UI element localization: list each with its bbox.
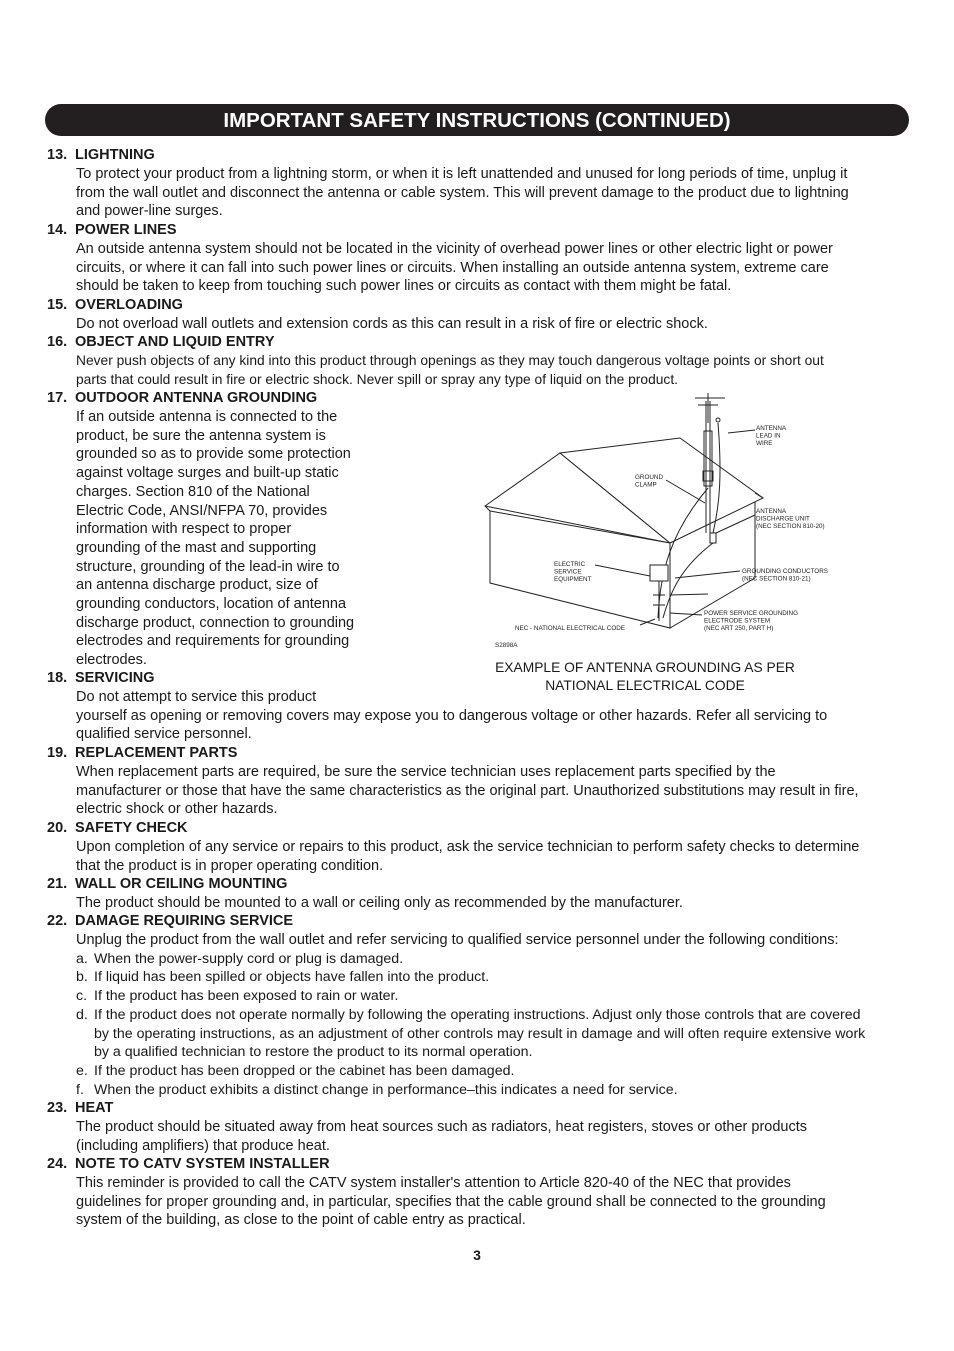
body-line: charges. Section 810 of the National	[76, 483, 310, 500]
section-body-s14	[76, 240, 911, 296]
body-line: The product should be situated away from heat sources such as radiators, heat registers, stoves or other products	[76, 1119, 808, 1135]
section-heading-s13	[47, 146, 155, 165]
section-title: OVERLOADING	[75, 297, 183, 313]
diagram-caption	[470, 659, 820, 695]
section-heading-s23	[47, 1099, 113, 1118]
body-line: Do not overload wall outlets and extension cords as this can result in a risk of fire or electric shock.	[76, 316, 708, 332]
section-body-s16	[76, 352, 911, 389]
body-line: When replacement parts are required, be sure the service technician uses replacement parts specified by the	[76, 764, 776, 780]
body-line: qualified service personnel.	[76, 726, 252, 743]
caption-line: NATIONAL ELECTRICAL CODE	[545, 678, 745, 693]
page-number: 3	[473, 1247, 481, 1263]
section-heading-s15	[47, 296, 183, 315]
section-number: 22.	[47, 913, 68, 929]
body-line: yourself as opening or removing covers may expose you to dangerous voltage or other hazards. Refer all servicing to	[76, 707, 828, 724]
section-heading-s19	[47, 744, 237, 763]
condition-letter: c.	[76, 988, 88, 1005]
label-ground-clamp: GROUND CLAMP	[635, 474, 663, 489]
condition-text: If the product has been exposed to rain or water.	[94, 988, 399, 1005]
section-number: 23.	[47, 1100, 68, 1116]
condition-item	[76, 1006, 911, 1062]
section-number: 24.	[47, 1156, 68, 1172]
section-number: 17.	[47, 390, 68, 406]
section-heading-s24	[47, 1155, 330, 1174]
body-line: electrodes.	[76, 652, 147, 669]
body-line: should be taken to keep from touching such power lines or circuits as contact with them might be fatal.	[76, 278, 732, 295]
condition-letter: e.	[76, 1062, 88, 1079]
section-heading-s17	[47, 389, 317, 408]
section-heading-s16	[47, 333, 275, 352]
section-title: OUTDOOR ANTENNA GROUNDING	[75, 390, 318, 406]
section-body-s18	[76, 688, 911, 744]
section-number: 13.	[47, 147, 68, 163]
condition-text: by the operating instructions, as an adjustment of other controls may result in damage and will often require extensive work	[94, 1025, 866, 1042]
condition-text: If the product does not operate normally by following the operating instructions. Adjust only those controls that are covered	[94, 1006, 861, 1023]
condition-text: If liquid has been spilled or objects have fallen into the product.	[94, 969, 490, 986]
body-line: manufacturer or those that have the same characteristics as the original part. Unauthorized substitutions may result in fire,	[76, 782, 859, 799]
section-title: POWER LINES	[75, 222, 177, 238]
label-grounding-conductors: GROUNDING CONDUCTORS (NEC SECTION 810-21)	[742, 568, 828, 583]
section-number: 14.	[47, 222, 68, 238]
section-body-s20	[76, 838, 911, 875]
section-title: REPLACEMENT PARTS	[75, 745, 238, 761]
body-line: an antenna discharge product, size of	[76, 577, 318, 594]
body-line: grounding of the mast and supporting	[76, 539, 317, 556]
label-diagram-code: S2898A	[495, 642, 518, 649]
body-line: An outside antenna system should not be located in the vicinity of overhead power lines or other electric light or power	[76, 241, 833, 257]
label-antenna-lead: ANTENNA LEAD IN WIRE	[756, 425, 787, 447]
body-line: guidelines for proper grounding and, in particular, specifies that the cable ground shall be connected to the grounding	[76, 1193, 826, 1210]
body-line: against voltage surges and built-up static	[76, 465, 339, 482]
section-body-s15	[76, 315, 911, 334]
caption-line: EXAMPLE OF ANTENNA GROUNDING AS PER	[495, 660, 795, 675]
body-line: The product should be mounted to a wall or ceiling only as recommended by the manufacturer.	[76, 895, 683, 911]
body-line: product, be sure the antenna system is	[76, 427, 326, 444]
label-power-service: POWER SERVICE GROUNDING ELECTRODE SYSTEM (NEC ART 250, PART H)	[704, 610, 798, 632]
condition-item	[76, 987, 911, 1006]
page-banner: IMPORTANT SAFETY INSTRUCTIONS (CONTINUED)	[45, 104, 909, 136]
body-line: electric shock or other hazards.	[76, 801, 278, 818]
body-line: If an outside antenna is connected to the	[76, 409, 338, 425]
body-line: and power-line surges.	[76, 203, 223, 220]
section-number: 18.	[47, 670, 68, 686]
antenna-grounding-diagram	[470, 393, 850, 658]
body-line: Electric Code, ANSI/NFPA 70, provides	[76, 502, 328, 519]
body-line: grounding conductors, location of antenna	[76, 596, 347, 613]
section-title: DAMAGE REQUIRING SERVICE	[75, 913, 294, 929]
section-title: NOTE TO CATV SYSTEM INSTALLER	[75, 1156, 330, 1172]
body-line: (including amplifiers) that produce heat.	[76, 1137, 330, 1154]
body-line: electrodes and requirements for grounding	[76, 633, 350, 650]
condition-letter: f.	[76, 1081, 84, 1098]
section-number: 20.	[47, 820, 68, 836]
section-body-s21	[76, 894, 911, 913]
body-line: system of the building, as close to the point of cable entry as practical.	[76, 1212, 526, 1229]
section-body-s13	[76, 165, 911, 221]
condition-item	[76, 1081, 911, 1100]
body-line: To protect your product from a lightning storm, or when it is left unattended and unused for long periods of time, unplug it	[76, 166, 848, 182]
body-line: Never push objects of any kind into this product through openings as they may touch dangerous voltage points or short out	[76, 353, 824, 368]
section-title: WALL OR CEILING MOUNTING	[75, 876, 288, 892]
condition-text: When the power-supply cord or plug is damaged.	[94, 950, 404, 967]
condition-letter: b.	[76, 969, 88, 986]
body-line: that the product is in proper operating condition.	[76, 857, 384, 874]
body-line: Do not attempt to service this product	[76, 689, 317, 705]
section-heading-s14	[47, 221, 177, 240]
label-discharge-unit: ANTENNA DISCHARGE UNIT (NEC SECTION 810-20)	[756, 508, 825, 530]
body-line: Unplug the product from the wall outlet and refer servicing to qualified service personnel under the following conditions:	[76, 932, 839, 948]
condition-text: If the product has been dropped or the cabinet has been damaged.	[94, 1062, 515, 1079]
section-number: 19.	[47, 745, 68, 761]
body-line: grounded so as to provide some protection	[76, 446, 351, 463]
condition-item	[76, 968, 911, 987]
body-line: from the wall outlet and disconnect the antenna or cable system. This will prevent damage to the product due to lightning	[76, 184, 849, 201]
condition-letter: a.	[76, 950, 88, 967]
section-title: HEAT	[75, 1100, 114, 1116]
section-title: SAFETY CHECK	[75, 820, 188, 836]
section-title: OBJECT AND LIQUID ENTRY	[75, 334, 275, 350]
body-line: circuits, or where it can fall into such power lines or circuits. When installing an outside antenna system, extreme care	[76, 259, 829, 276]
section-title: LIGHTNING	[75, 147, 155, 163]
section-title: SERVICING	[75, 670, 155, 686]
section-heading-s18	[47, 669, 155, 688]
section-number: 21.	[47, 876, 68, 892]
body-line: Upon completion of any service or repairs to this product, ask the service technician to perform safety checks to determine	[76, 839, 860, 855]
body-line: information with respect to proper	[76, 521, 292, 538]
section-body-s24	[76, 1174, 911, 1230]
body-line: parts that could result in fire or electric shock. Never spill or spray any type of liquid on the product.	[76, 371, 678, 387]
section-number: 16.	[47, 334, 68, 350]
section-body-s19	[76, 763, 911, 819]
section-heading-s22	[47, 912, 293, 931]
section-heading-s20	[47, 819, 188, 838]
section-body-s23	[76, 1118, 911, 1155]
condition-text: by a qualified technician to restore the product to its normal operation.	[94, 1044, 533, 1061]
condition-item	[76, 950, 911, 969]
condition-item	[76, 1062, 911, 1081]
section-number: 15.	[47, 297, 68, 313]
body-line: discharge product, connection to grounding	[76, 614, 355, 631]
label-electric-service: ELECTRIC SERVICE EQUIPMENT	[554, 561, 592, 583]
section-body-s22	[76, 931, 911, 950]
condition-text: When the product exhibits a distinct change in performance–this indicates a need for service.	[94, 1081, 678, 1098]
condition-letter: d.	[76, 1006, 88, 1023]
condition-list	[76, 950, 911, 1100]
body-line: structure, grounding of the lead-in wire to	[76, 558, 340, 575]
label-nec: NEC - NATIONAL ELECTRICAL CODE	[515, 625, 625, 632]
section-heading-s21	[47, 875, 287, 894]
body-line: This reminder is provided to call the CATV system installer's attention to Article 820-40 of the NEC that provides	[76, 1175, 791, 1191]
